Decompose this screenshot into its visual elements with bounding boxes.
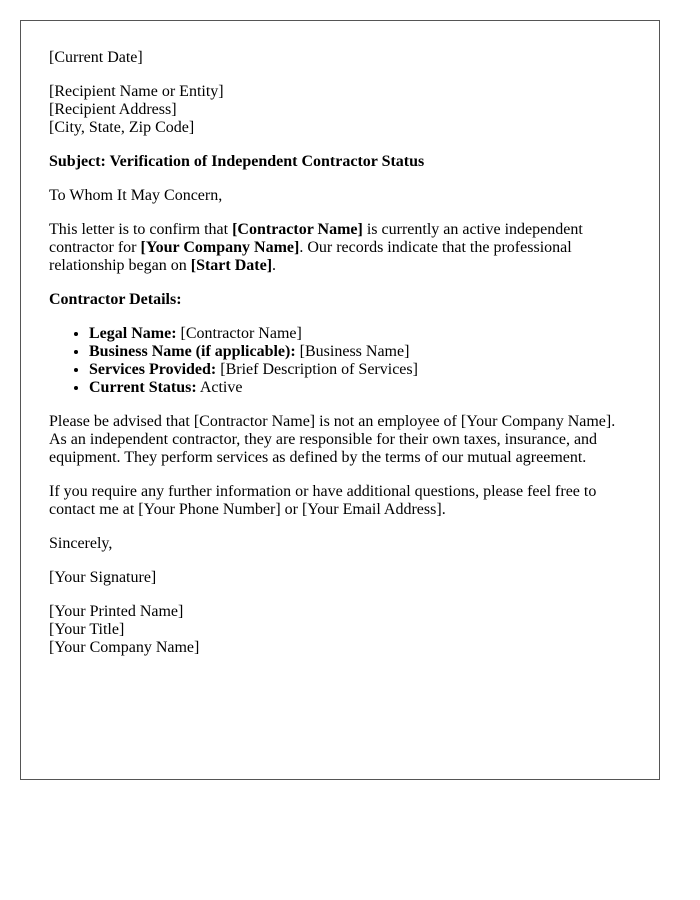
intro-text-2: is currently an active independent contractor for: [49, 221, 583, 256]
intro-text-4: .: [272, 257, 277, 274]
detail-label: Services Provided:: [89, 361, 217, 378]
intro-text-3: . Our records indicate that the professional relationship began on: [49, 239, 572, 274]
sender-printed-name: [Your Printed Name]: [49, 603, 184, 620]
intro-company-name: [Your Company Name]: [140, 239, 300, 256]
salutation: To Whom It May Concern,: [49, 187, 223, 204]
detail-item-business-name: [89, 343, 631, 361]
intro-paragraph: [49, 221, 631, 275]
detail-value: [Business Name]: [295, 343, 410, 360]
letter-date: [Current Date]: [49, 49, 143, 66]
detail-value: [Brief Description of Services]: [216, 361, 418, 378]
closing: Sincerely,: [49, 535, 113, 552]
detail-item-legal-name: [89, 325, 631, 343]
sender-company: [Your Company Name]: [49, 639, 200, 656]
letter-document: [20, 20, 660, 780]
recipient-name: [Recipient Name or Entity]: [49, 83, 224, 100]
intro-text-1: This letter is to confirm that: [49, 221, 233, 238]
detail-item-current-status: [89, 379, 631, 397]
intro-start-date: [Start Date]: [190, 257, 273, 274]
detail-value: [Contractor Name]: [176, 325, 302, 342]
signature-line: [Your Signature]: [49, 569, 157, 586]
recipient-address: [Recipient Address]: [49, 101, 177, 118]
advisory-paragraph: Please be advised that [Contractor Name] is not an employee of [Your Company Name]. As an independent contractor, they are responsible for their own taxes, insurance, and equipment. They perform services as defined by the terms of our mutual agreement.: [49, 413, 616, 466]
detail-label: Current Status:: [89, 379, 197, 396]
intro-contractor-name: [Contractor Name]: [232, 221, 363, 238]
detail-item-services-provided: [89, 361, 631, 379]
sender-title: [Your Title]: [49, 621, 125, 638]
detail-label: Business Name (if applicable):: [89, 343, 296, 360]
contact-paragraph: If you require any further information or have additional questions, please feel free to contact me at [Your Phone Number] or [Your Email Address].: [49, 483, 597, 518]
detail-label: Legal Name:: [89, 325, 177, 342]
contractor-details-list: [49, 325, 631, 397]
details-heading: Contractor Details:: [49, 291, 182, 308]
recipient-city-state-zip: [City, State, Zip Code]: [49, 119, 195, 136]
recipient-block: [49, 83, 631, 137]
detail-value: Active: [196, 379, 243, 396]
sender-block: [49, 603, 631, 657]
letter-subject: Subject: Verification of Independent Contractor Status: [49, 153, 425, 170]
